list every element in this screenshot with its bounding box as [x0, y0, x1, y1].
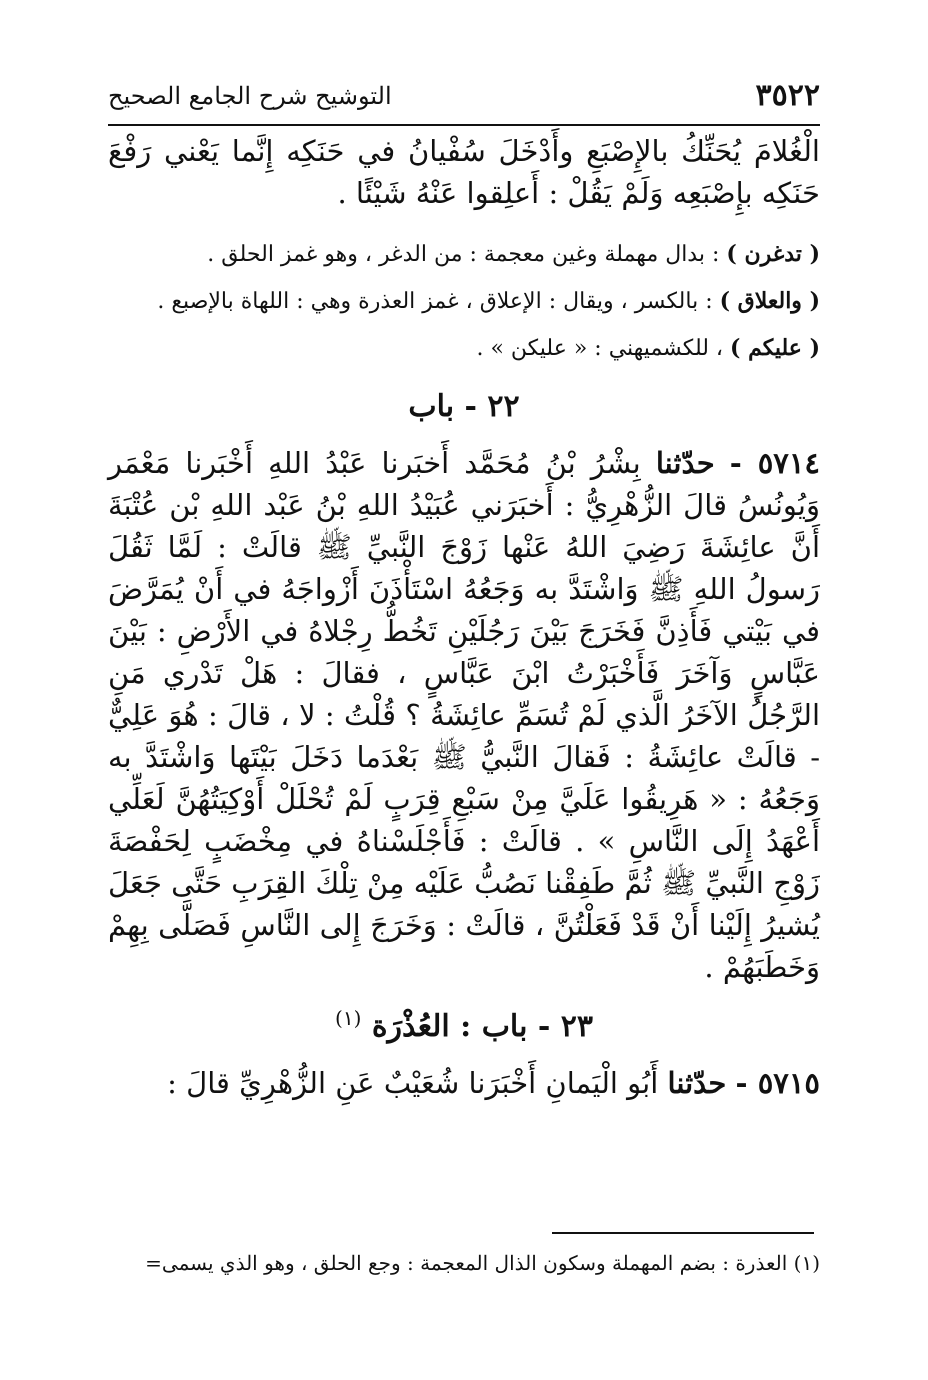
- hadith-number: ٥٧١٤ -: [729, 446, 821, 480]
- book-title: التوشيح شرح الجامع الصحيح: [108, 82, 392, 110]
- note-term: ( تدغرن ): [726, 241, 820, 267]
- note-text: : بدال مهملة وغين معجمة : من الدغر ، وهو غمز الحلق .: [207, 242, 727, 267]
- hadith-opening: حدّثنا: [667, 1066, 727, 1100]
- page-header: [108, 70, 820, 120]
- page-number: ٣٥٢٢: [755, 78, 820, 113]
- note-term: ( والعلاق ): [719, 288, 820, 314]
- chapter-heading: ٢٢ - باب: [408, 389, 520, 424]
- hadith-opening: حدّثنا: [655, 446, 715, 480]
- header-divider: [108, 124, 820, 126]
- commentary-note: [108, 326, 820, 371]
- continued-hadith-text: الْغُلامَ يُحَنِّكُ بالإِصْبَعِ وأَدْخَلَ سُفْيانُ في حَنَكِه إِنَّما يَعْني رَفْعَ حَنَكِه بإِصْبَعِه وَلَمْ يَقُلْ : أَعلِقوا عَنْهُ شَيْئًا .: [108, 134, 820, 210]
- hadith-text: بِشْرُ بْنُ مُحَمَّد أَخبَرنا عَبْدُ اللهِ أَخْبَرنا مَعْمَر وَيُونُسُ قالَ الزُّهْرِيُّ : أَخبَرَني عُبَيْدُ اللهِ بْنُ عَبْد اللهِ بْن عُتْبَةَ أَنَّ عائِشَةَ رَضِيَ اللهُ عَنْها زَوْجَ النَّبيِّ ﷺ قالَتْ : لَمَّا ثَقُلَ رَسولُ اللهِ ﷺ وَاشْتَدَّ به وَجَعُهُ اسْتَأْذَنَ أَزْواجَهُ في أَنْ يُمَرَّضَ في بَيْتي فَأَذِنَّ فَخَرَجَ بَيْنَ رَجُلَيْنِ تَخُطُّ رِجْلاهُ في الأَرْضِ : بَيْنَ عَبَّاسٍ وَآخَرَ فَأَخْبَرْتُ ابْنَ عَبَّاسٍ ، فقالَ : هَلْ تَدْري مَنِ الرَّجُلُ الآخَرُ الَّذي لَمْ تُسَمِّ عائِشَةُ ؟ قُلْتُ : لا ، قالَ : هُوَ عَلِيٌّ - قالَتْ عائِشَةُ : فَقالَ النَّبيُّ ﷺ بَعْدَما دَخَلَ بَيْتَها وَاشْتَدَّ به وَجَعُهُ : « هَرِيقُوا عَلَيَّ مِنْ سَبْعِ قِرَبٍ لَمْ تُحْلَلْ أَوْكِيَتُهُنَّ لَعَلِّي أَعْهَدُ إِلَى النَّاسِ » . قالَتْ : فَأَجْلَسْناهُ في مِخْضَبٍ لِحَفْصَةَ زَوْجِ النَّبيِّ ﷺ ثُمَّ طَفِقْنا نَصُبُّ عَلَيْه مِنْ تِلْكَ القِرَبِ حَتَّى جَعَلَ يُشيرُ إِلَيْنا أَنْ قَدْ فَعَلْتُنَّ ، قالَتْ : وَخَرَجَ إِلى النَّاسِ فَصَلَّى بِهِمْ وَخَطَبَهُمْ .: [108, 446, 820, 984]
- hadith-text: أَبُو الْيَمانِ أَخْبَرَنا شُعَيْبٌ عَنِ الزُّهْرِيِّ قالَ :: [167, 1066, 659, 1100]
- footnote: (١) العذرة : بضم المهملة وسكون الذال المعجمة : وجع الحلق ، وهو الذي يسمى=: [145, 1251, 820, 1275]
- hadith-number: ٥٧١٥ -: [735, 1066, 820, 1100]
- footnote-marker: (١): [335, 1006, 362, 1030]
- page-content: [108, 130, 820, 1122]
- commentary-note: [108, 232, 820, 277]
- chapter-heading: [108, 1006, 820, 1044]
- note-term: ( عليكم ): [730, 335, 820, 361]
- note-text: ، للكشميهني : « عليكن » .: [476, 336, 731, 361]
- chapter-title: ٢٣ - باب : العُذْرَة: [371, 1009, 593, 1044]
- commentary-note: [108, 279, 820, 324]
- footnote-divider: [552, 1232, 814, 1234]
- note-text: : بالكسر ، ويقال : الإعلاق ، غمز العذرة وهي : اللهاة بالإصبع .: [157, 289, 720, 314]
- hadith-paragraph: [108, 1062, 820, 1104]
- hadith-paragraph: [108, 442, 820, 988]
